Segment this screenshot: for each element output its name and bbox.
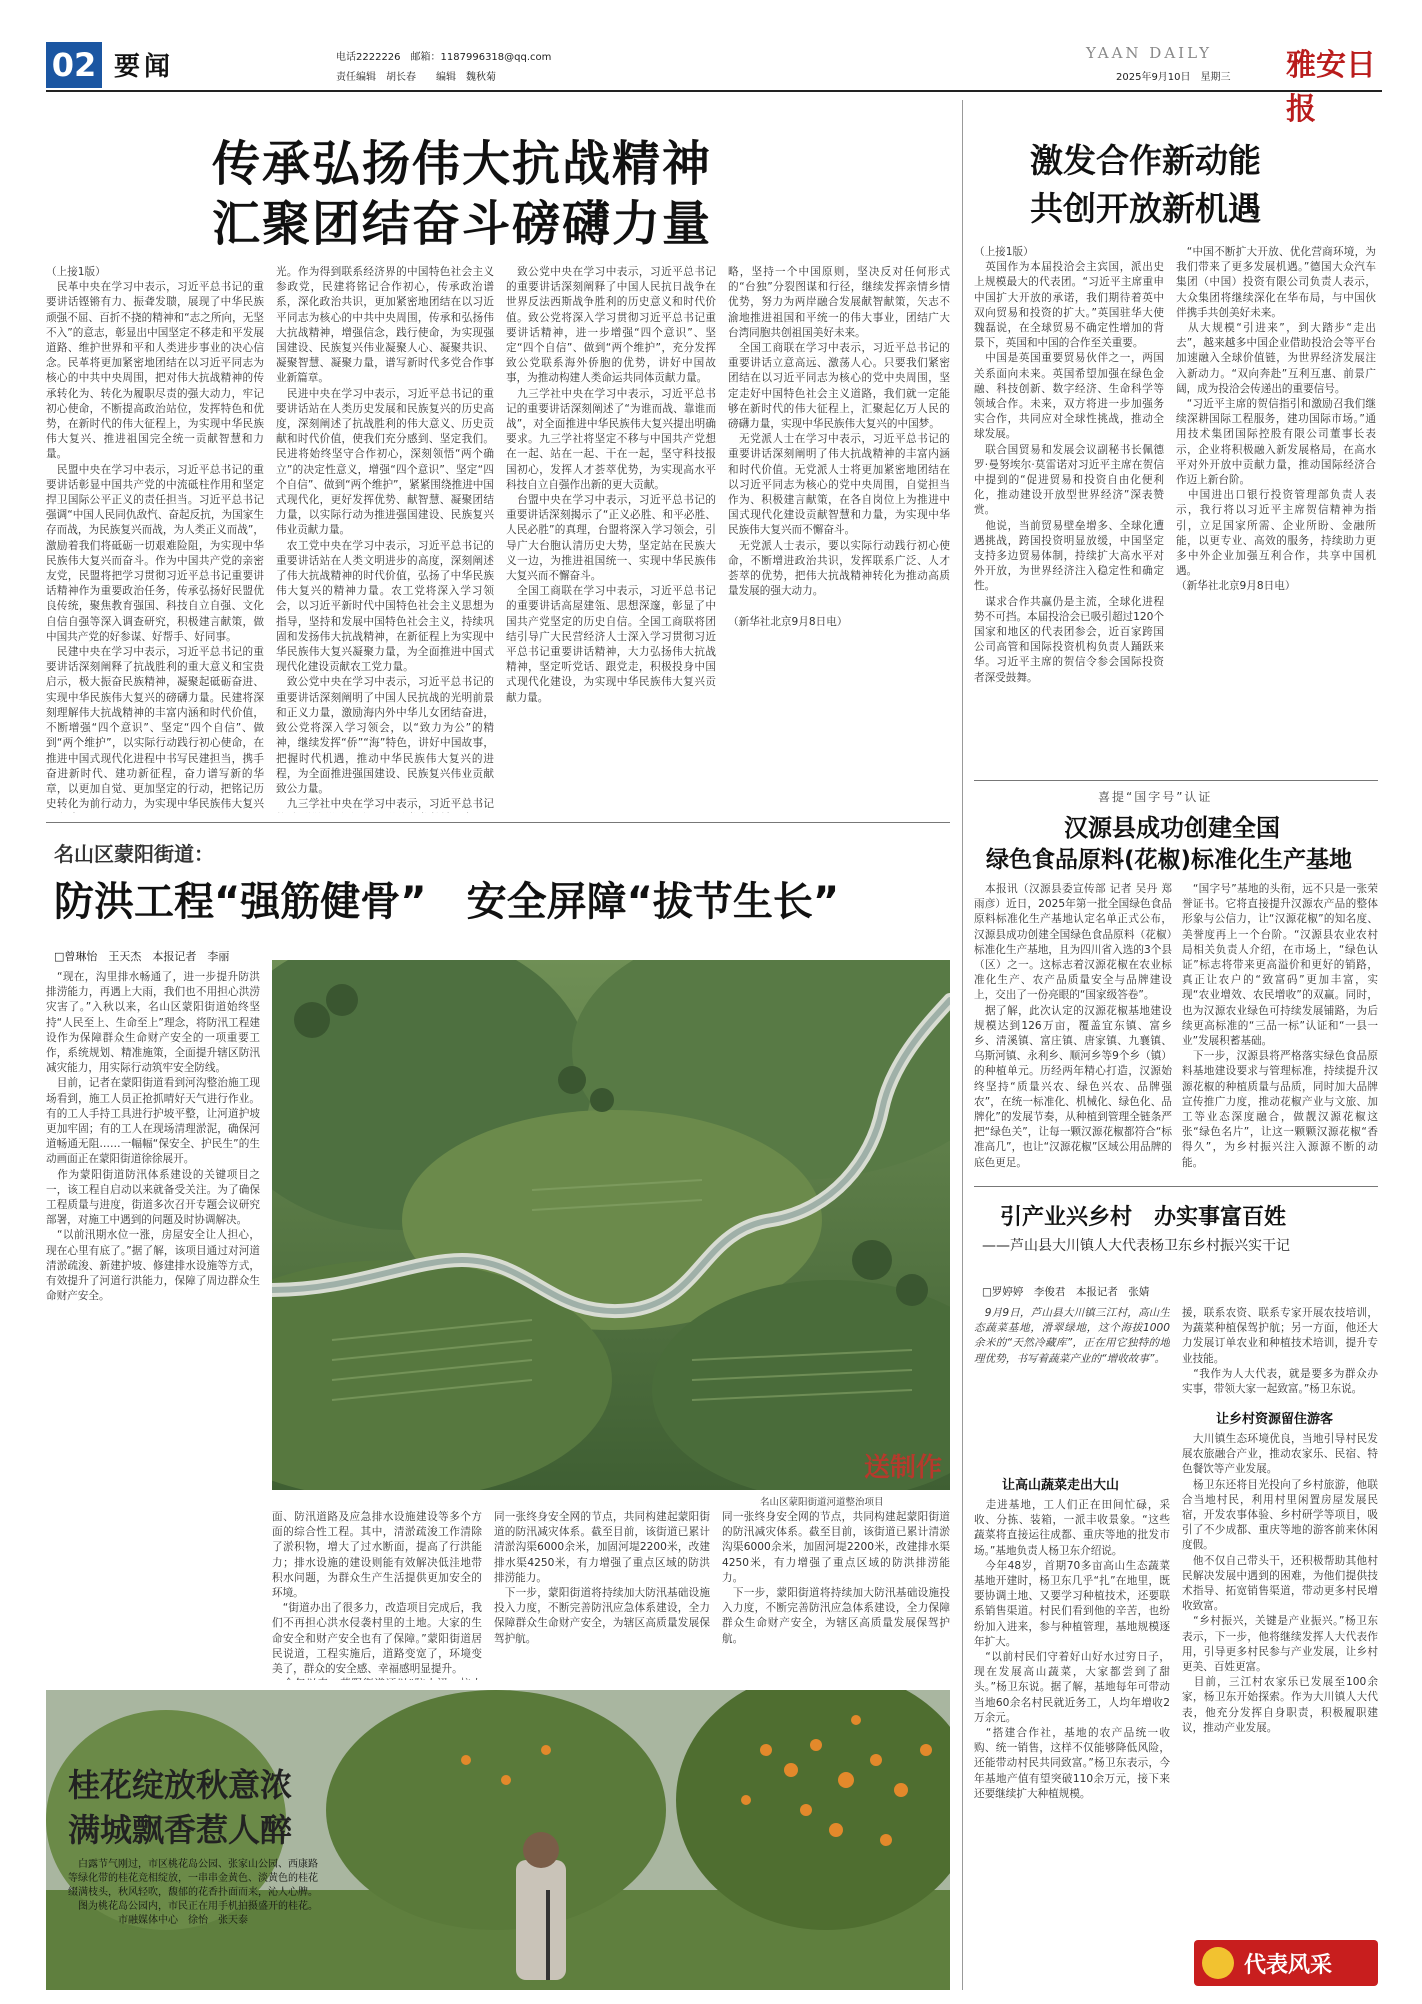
masthead-rule bbox=[46, 90, 1382, 92]
right-article-col2: “中国不断扩大开放、优化营商环境，为我们带来了更多发展机遇。”德国大众汽车集团（中国）投资有限公司负责人表示，大众集团将继续深化在华布局，与中国伙伴携手共创美好未来。 从大规模“引进来”，到大踏步“走出去”，越来越多中国企业借助投洽会等平台加速融入全球价值链，为世界经济发展注入新动力。“双向奔赴”互利互惠、前景广阔，成为投洽会传递出的重要信号。 “习近平主席的贺信指引和激励召我们继续深耕国际工程服务，建功国际市场。”通用技术集团国际控股有限公司董事长表示，企业将积极融入新发展格局，在高水平对外开放中贡献力量，推动国际经济合作迈上新台阶。 中国进出口银行投资管理部负责人表示，我行将以习近平主席贺信精神为指引，立足国家所需、企业所盼、金融所能，以更专业、高效的服务，持续助力更多中外企业加强互利合作，共享中国机遇。 （新华社北京9月8日电） bbox=[1176, 246, 1376, 593]
rural-col1: 走进基地，工人们正在田间忙碌，采收、分拣、装箱，一派丰收景象。“这些蔬菜将直接运往成都、重庆等地的批发市场。”基地负责人杨卫东介绍说。 今年48岁，首期70多亩高山生态蔬菜基地开建时，杨卫东几乎“扎”在地里，既要协调土地、又要学习种植技术，还要联系销售渠道。村民们看到他的辛苦，也纷纷加入进来，参与种植管理，基地规模逐年扩大。 “以前村民们守着好山好水过穷日子，现在发展高山蔬菜，大家都尝到了甜头。”杨卫东说。据了解，基地每年可带动当地60余名村民就近务工，人均年增收2万余元。 “搭建合作社，基地的农产品统一收购、统一销售，这样不仅能够降低风险，还能带动村民共同致富。”杨卫东表示，今年基地产值有望突破110余万元，接下来还要继续扩大种植规模。 bbox=[974, 1499, 1170, 1800]
page-number-badge: 02 bbox=[46, 42, 102, 88]
editors-line: 责任编辑 胡长春 编辑 魏秋菊 bbox=[336, 72, 496, 83]
river-landscape-image bbox=[272, 960, 950, 1490]
rural-byline: □罗婷婷 李俊君 本报记者 张婧 bbox=[982, 1286, 1150, 1298]
rural-subhead-2: 让乡村资源留住游客 bbox=[1216, 1412, 1334, 1427]
right-separator bbox=[974, 780, 1378, 781]
right-headline-line2: 共创开放新机遇 bbox=[1030, 189, 1261, 228]
main-headline-line2: 汇聚团结奋斗磅礴力量 bbox=[212, 196, 713, 252]
rural-col2: 援，联系农资、联系专家开展农技培训，为蔬菜种植保驾护航；另一方面，他还大力发展订单农业和种植技术培训，提升专业技能。 “我作为人大代表，就是要多为群众办实事，带领大家一起致富。”杨卫东说。 bbox=[1182, 1307, 1378, 1396]
rural-headline: 引产业兴乡村 办实事富百姓 bbox=[1000, 1205, 1287, 1230]
osmanthus-body: 白露节气刚过，市区桃花岛公园、张家山公园、西康路等绿化带的桂花竞相绽放，一串串金黄色、淡黄色的桂花缀满枝头，秋风轻吹，馥郁的花香扑面而来，沁人心脾。 图为桃花岛公园内，市民正在用手机拍摄盛开的桂花。 市融媒体中心 徐怡 张天泰 bbox=[68, 1859, 318, 1926]
flood-photo-caption: 名山区蒙阳街道河道整治项目 bbox=[760, 1497, 884, 1508]
column-divider bbox=[962, 100, 963, 1990]
flood-col2: 面、防汛道路及应急排水设施建设等多个方面的综合性工程。其中，清淤疏浚工作清除了淤积物，增大了过水断面，提高了行洪能力；排水设施的建设则能有效解决低洼地带积水问题，为群众生产生活提供更加安全的环境。 “街道办出了很多力，改造项目完成后，我们不再担心洪水侵袭村里的土地。大家的生命安全和财产安全也有了保障。”蒙阳街道居民说道，工程实施后，道路变宽了，环境变美了，群众的安全感、幸福感明显提升。 bbox=[272, 1511, 482, 1676]
flood-byline: □曾琳怡 王天杰 本报记者 李丽 bbox=[54, 950, 230, 963]
rural-subheadline: ——芦山县大川镇人大代表杨卫东乡村振兴实干记 bbox=[982, 1238, 1290, 1254]
osmanthus-photo bbox=[46, 1690, 950, 1990]
date-line: 2025年9月10日 星期三 bbox=[1116, 72, 1231, 83]
hanyuan-col1: 本报讯（汉源县委宣传部 记者 吴丹 郑雨彦）近日，2025年第一批全国绿色食品原料标准化生产基地认定名单正式公布，汉源县成功创建全国绿色食品原料（花椒）标准化生产基地，且为四川省入选的3个县（区）之一。这标志着汉源花椒在农业标准化生产、农产品质量安全与品牌建设上，交出了一份亮眼的“国家级答卷”。 据了解，此次认定的汉源花椒基地建设规模达到126万亩，覆盖宜东镇、富乡乡、清溪镇、富庄镇、唐家镇、九襄镇、乌斯河镇、永利乡、顺河乡等9个乡（镇）的种植单元。历经两年精心打造，汉源始终坚持“质量兴农、绿色兴农、品牌强农”，在统一标准化、机械化、绿色化、品牌化”的发展节奏，从种植到管理全链条严把“绿色关”，让每一颗汉源花椒都符合“标准高几”，也让“汉源花椒”区域公用品牌的底色更足。 bbox=[974, 883, 1172, 1169]
flood-top-rule bbox=[46, 822, 950, 823]
main-article-col1: （上接1版） 民革中央在学习中表示，习近平总书记的重要讲话铿锵有力、振聋发聩，展现了中华民族顽强不屈、百折不挠的精神和“志之所向，无坚不入”的意志，彰显出中国坚定不移走和平发展道路、维护世界和平和人类进步事业的决心信念。民革将更加紧密地团结在以习近平同志为核心的中共中央周围，把对伟大抗战精神的传承转化为、转化为履职尽责的强大动力，牢记初心使命，不断提高政治站位，发挥特色和优势，在新时代的伟大征程上，为实现中华民族伟大复兴、推进祖国完全统一贡献智慧和力量。 民盟中央在学习中表示，习近平总书记的重要讲话彰显中国共产党的中流砥柱作用和坚定捍卫国际公平正义的责任担当。习近平总书记强调“中国人民同仇敌忾、奋起反抗，为国家生存而战，为民族复兴而战，为人类正义而战”，激励着我们将砥砺一切艰难险阻，为实现中华民族伟大复兴而奋斗。作为中国共产党的亲密友党，民盟将把学习贯彻习近平总书记重要讲话精神作为重要政治任务，传承弘扬好民盟优良传统，聚焦教育强国、科技自立自强、文化自信自强等深入调查研究，积极建言献策，做中国共产党的好参谋、好帮手、好同事。 民建中央在学习中表示，习近平总书记的重要讲话深刻阐释了抗战胜利的重大意义和宝贵启示，极大振奋民族精神，凝聚起砥砺奋进、实现中华民族伟大复兴的磅礴力量。民建将深刻理解伟大抗战精神的丰富内涵和时代价值，不断增强“四个意识”、坚定“四个自信”、做到“两个维护”，以实际行动践行初心使命，在推进中国式现代化进程中书写民建担当，携手奋进新时代、建功新征程，奋力谱写新的华章，以更加自觉、更加坚定的行动，把铭记历史转化为前行动力，为实现中华民族伟大复兴 bbox=[46, 266, 264, 811]
hanyuan-kicker: 喜提“国字号”认证 bbox=[1098, 790, 1213, 804]
osmanthus-headline-line1: 桂花绽放秋意浓 bbox=[68, 1766, 293, 1804]
main-article-col2: 光。作为得到联系经济界的中国特色社会主义参政党，民建将铭记合作初心，传承政治谱系，深化政治共识，更加紧密地团结在以习近平同志为核心的中共中央周围，传承和弘扬伟大抗战精神，增强信念，践行使命，为实现强国建设、民族复兴伟业凝聚人心、凝聚共识、凝聚智慧、凝聚力量，谱写新时代多党合作事业新篇章。 民进中央在学习中表示，习近平总书记的重要讲话站在人类历史发展和民族复兴的历史高度，深刻阐述了抗战胜利的伟大意义、历史贡献和时代价值，使我们充分感到、坚定我们。民进将始终坚守合作初心，深刻领悟“两个确立”的决定性意义，增强“四个意识”、坚定“四个自信”、做到“两个维护”，紧紧围绕推进中国式现代化，更好发挥优势、献智慧、凝聚团结力量，以实际行动为推进强国建设、民族复兴伟业贡献力量。 农工党中央在学习中表示，习近平总书记的重要讲话站在人类文明进步的高度，深刻阐述了伟大抗战精神的时代价值，弘扬了中华民族伟大复兴的精神力量。农工党将深入学习领会，以习近平新时代中国特色社会主义思想为指导，坚持和发展中国特色社会主义，持续巩固和发扬伟大抗战精神，在新征程上为实现中华民族伟大复兴凝聚力量，为全面推进中国式现代化建设贡献农工党力量。 致公党中央在学习中表示，习近平总书记的重要讲话深刻阐明了中国人民抗战的光明前景和正义力量，激励海内外中华儿女团结奋进，致公党将深入学习领会，以“致力为公”的精神，继续发挥“侨”“海”特色，讲好中国故事，把握时代机遇，推动中华民族伟大复兴的进程，为全面推进强国建设、民族复兴伟业贡献致公力量。 九三学社中央在学习中表示，习近平总书记 bbox=[276, 266, 494, 811]
rural-lead: 9月9日，芦山县大川镇三江村，高山生态蔬菜基地，滑翠绿地，这个海拔1000余米的“天然冷藏库”，正在用它独特的地理优势，书写着蔬菜产业的“增收故事”。 bbox=[974, 1307, 1170, 1365]
main-article-col4: 略，坚持一个中国原则，坚决反对任何形式的“台独”分裂图谋和行径，继续发挥亲情乡情优势，努力为两岸融合发展献智献策，矢志不渝地推进祖国和平统一的伟大事业，团结广大台湾同胞共创祖国美好未来。 全国工商联在学习中表示，习近平总书记的重要讲话立意高远、激荡人心。只要我们紧密团结在以习近平同志为核心的党中央周围，坚定走好中国特色社会主义道路，我们就一定能够在新时代的伟大征程上，汇聚起亿万人民的磅礴力量，实现中华民族伟大复兴的中国梦。 无党派人士在学习中表示，习近平总书记的重要讲话深刻阐明了伟大抗战精神的丰富内涵和时代价值。无党派人士将更加紧密地团结在以习近平同志为核心的党中央周围，自觉担当作为、积极建言献策，在各自岗位上为推进中国式现代化建设贡献智慧和力量，为实现中华民族伟大复兴而不懈奋斗。 无党派人士表示，要以实际行动践行初心使命，不断增进政治共识，发挥联系广泛、人才荟萃的优势，把伟大抗战精神转化为推动高质量发展的强大动力。 （新华社北京9月8日电） bbox=[728, 266, 950, 628]
flood-headline: 防洪工程“强筋健骨” 安全屏障“拔节生长” bbox=[54, 879, 840, 925]
osmanthus-headline-line2: 满城飘香惹人醉 bbox=[68, 1811, 293, 1849]
flood-col1: “现在，沟里排水畅通了，进一步提升防洪排涝能力，再遇上大雨，我们也不用担心洪涝灾害了。”入秋以来，名山区蒙阳街道始终坚持“人民至上、生命至上”理念，将防汛工程建设作为保障群众生命财产安全的一项重要工作，系统规划、精准施策，全面提升辖区防汛减灾能力，用实际行动筑牢安全防线。 目前，记者在蒙阳街道看到河沟整治施工现场看到，施工人员正抢抓晴好天气进行作业。有的工人手持工具进行护坡平整，让河道护坡更加牢固；有的工人在现场清理淤泥，确保河道畅通无阻……一幅幅“保安全、护民生”的生动画面正在蒙阳街道徐徐展开。 作为蒙阳街道防汛体系建设的关键项目之一，该工程自启动以来就备受关注。为了确保工程质量与进度，街道多次召开专题会议研究部署，对施工中遇到的问题及时协调解决。 “以前汛期水位一涨，房屋安全让人担心，现在心里有底了。”据了解，该项目通过对河道清淤疏浚、新建护坡、修建排水设施等方式，有效提升了河道行洪能力，保障了周边群众生命财产安全。 bbox=[46, 971, 260, 1303]
newspaper-logo: 雅安日报 bbox=[1286, 48, 1376, 127]
emblem-icon bbox=[1202, 1947, 1234, 1979]
badge-label: 代表风采 bbox=[1244, 1953, 1333, 1978]
english-masthead: YAAN DAILY bbox=[1086, 44, 1212, 62]
representative-badge bbox=[1194, 1940, 1378, 1986]
hanyuan-headline-line2: 绿色食品原料(花椒)标准化生产基地 bbox=[986, 847, 1353, 873]
contact-line: 电话2222226 邮箱：1187996318@qq.com bbox=[336, 52, 552, 63]
photo-watermark: 送制作 bbox=[863, 1453, 942, 1483]
rural-col3: 大川镇生态环境优良，当地引导村民发展农旅融合产业，推动农家乐、民宿、特色餐饮等产业发展。 杨卫东还将目光投向了乡村旅游，他联合当地村民，利用村里闲置房屋发展民宿，开发农事体验、乡村研学等项目，吸引了不少成都、重庆等地的游客前来休闲度假。 他不仅自己带头干，还积极帮助其他村民解决发展中遇到的困难，为他们提供技术指导、拓宽销售渠道，带动更多村民增收致富。 “乡村振兴，关键是产业振兴。”杨卫东表示，下一步，他将继续发挥人大代表作用，引导更多村民参与产业发展，让乡村更美、百姓更富。 目前，三江村农家乐已发展至100余家，杨卫东开始探索。作为大川镇人大代表，他充分发挥自身职责，积极履职建议，推动产业发展。 bbox=[1182, 1433, 1378, 1734]
rural-top-rule bbox=[974, 1186, 1378, 1187]
main-headline-line1: 传承弘扬伟大抗战精神 bbox=[212, 136, 713, 192]
flood-col4: 同一张终身安全网的节点，共同构建起蒙阳街道的防汛减灾体系。截至目前，该街道已累计清淤沟渠6000余米，加固河堤2200米，改建排水渠4250米，有力增强了重点区域的防洪排涝能力。 下一步，蒙阳街道将持续加大防汛基础设施投入力度，不断完善防汛应急体系建设，全力保障群众生命财产安全，为辖区高质量发展保驾护航。 bbox=[722, 1511, 950, 1645]
right-article-col1: （上接1版） 英国作为本届投洽会主宾国，派出史上规模最大的代表团。“习近平主席重申中国扩大开放的承诺，我们期待着英中双向贸易和投资的扩大。”英国驻华大使魏磊说，在全球贸易不确定性增加的背景下，英国和中国的合作至关重要。 中国是英国重要贸易伙伴之一，两国关系面向未来。英国希望加强在绿色金融、科技创新、数字经济、生命科学等领域合作。未来，双方将进一步加强务实合作，共同应对全球性挑战，推动全球发展。 联合国贸易和发展会议副秘书长佩德罗·曼努埃尔·莫雷诺对习近平主席在贺信中提到的“促进贸易和投资自由化便利化，推动建设开放型世界经济”深表赞赏。 他说，当前贸易壁垒增多、全球化遭遇挑战，跨国投资明显放缓，中国坚定支持多边贸易体制，持续扩大高水平对外开放，为世界经济注入稳定性和确定性。 谋求合作共赢仍是主流，全球化进程势不可挡。本届投洽会已吸引超过120个国家和地区的代表团参会，近百家跨国公司高管和国际投资机构负责人踊跃来华。习近平主席的贺信令参会国际投资者深受鼓舞。 bbox=[974, 246, 1164, 684]
flood-kicker: 名山区蒙阳街道： bbox=[54, 842, 214, 866]
masthead bbox=[46, 38, 1382, 127]
main-article-col3: 致公党中央在学习中表示，习近平总书记的重要讲话深刻阐释了中国人民抗日战争在世界反法西斯战争胜利的历史意义和时代价值。致公党将深入学习贯彻习近平总书记重要讲话精神，进一步增强“四个意识”、坚定“四个自信”、做到“两个维护”，充分发挥致公党联系海外侨胞的优势，讲好中国故事，为推动构建人类命运共同体贡献力量。 九三学社中央在学习中表示，习近平总书记的重要讲话深刻阐述了“为谁而战、靠谁而战”，对全面推进中华民族伟大复兴提出明确要求。九三学社将坚定不移与中国共产党想在一起、站在一起、干在一起，坚守科技报国初心，发挥人才荟萃优势，为实现高水平科技自立自强作出新的更大贡献。 台盟中央在学习中表示，习近平总书记的重要讲话深刻揭示了“正义必胜、和平必胜、人民必胜”的真理，台盟将深入学习领会，引导广大台胞认清历史大势，坚定站在民族大义一边，为推进祖国统一、实现中华民族伟大复兴而不懈奋斗。 全国工商联在学习中表示，习近平总书记的重要讲话高屋建瓴、思想深邃，彰显了中国共产党坚定的历史自信。全国工商联将团结引导广大民营经济人士深入学习贯彻习近平总书记重要讲话精神，大力弘扬伟大抗战精神，坚定听党话、跟党走，积极投身中国式现代化建设，为实现中华民族伟大复兴贡献力量。 bbox=[506, 266, 716, 704]
hanyuan-col2: “国字号”基地的头衔，远不只是一张荣誉证书。它将直接提升汉源农产品的整体形象与公信力，让“汉源花椒”的知名度、美誉度再上一个台阶。“汉源县农业农村局相关负责人介绍，在市场上，“绿色认证”标志将带来更高溢价和更好的销路，真正让农户的“致富码”更加丰富，实现“农业增效、农民增收”的双赢。同时，也为汉源农业绿色可持续发展铺路，为后续更高标准的“三品一标”认证和“一县一业”发展积蓄基础。 下一步，汉源县将严格落实绿色食品原料基地建设要求与管理标准，持续提升汉源花椒的种植质量与品质，同时加大品牌宣传推广力度，推动花椒产业与文旅、加工等业态深度融合，做靓汉源花椒这张“绿色名片”，让这一颗颗汉源花椒“香得久”，为乡村振兴注入源源不断的动能。 bbox=[1182, 883, 1378, 1169]
flood-photo bbox=[272, 960, 950, 1490]
hanyuan-headline-line1: 汉源县成功创建全国 bbox=[1064, 814, 1280, 842]
section-name: 要闻 bbox=[114, 52, 175, 82]
right-headline-line1: 激发合作新动能 bbox=[1030, 141, 1261, 180]
flood-col3: 同一张终身安全网的节点，共同构建起蒙阳街道的防汛减灾体系。截至目前，该街道已累计清淤沟渠6000余米，加固河堤2200米，改建排水渠4250米，有力增强了重点区域的防洪排涝能力。 下一步，蒙阳街道将持续加大防汛基础设施投入力度，不断完善防汛应急体系建设，全力保障群众生命财产安全，为辖区高质量发展保驾护航。 bbox=[494, 1511, 710, 1645]
rural-subhead-1: 让高山蔬菜走出大山 bbox=[1002, 1478, 1120, 1493]
